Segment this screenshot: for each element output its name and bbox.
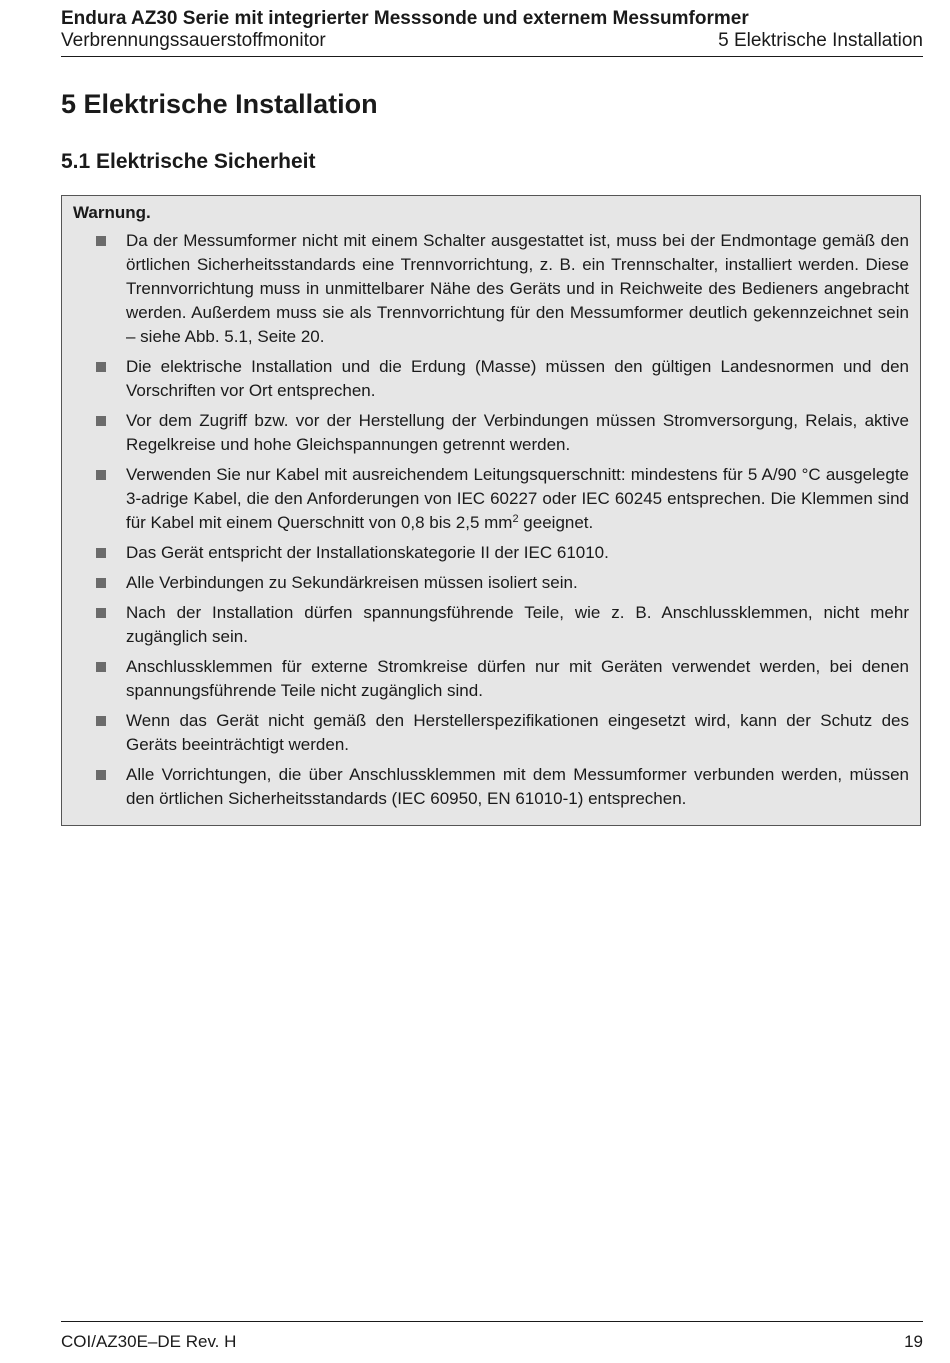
warning-item xyxy=(62,541,920,565)
square-bullet-icon xyxy=(96,608,106,618)
warning-item xyxy=(62,571,920,595)
warning-item xyxy=(62,355,920,403)
square-bullet-icon xyxy=(96,716,106,726)
document-id: COI/AZ30E–DE Rev. H xyxy=(61,1332,237,1351)
document-title: Endura AZ30 Serie mit integrierter Messsonde und externem Messumformer xyxy=(61,8,749,29)
section-heading: 5.1 Elektrische Sicherheit xyxy=(61,150,316,173)
running-section-title: 5 Elektrische Installation xyxy=(718,30,923,51)
square-bullet-icon xyxy=(96,362,106,372)
warning-item-text: Das Gerät entspricht der Installationskategorie II der IEC 61010. xyxy=(126,543,609,562)
warning-item-text: Da der Messumformer nicht mit einem Schalter ausgestattet ist, muss bei der Endmontage gemäß den örtlichen Sicherheitsstandards eine Trennvorrichtung, z. B. ein Trennschalter, installiert werden. Diese Trennvorrichtung muss in unmittelbarer Nähe des Geräts und in Reichweite des Bedieners angebracht werden. Außerdem muss sie als Trennvorrichtung für den Messumformer deutlich gekennzeichnet sein – siehe Abb. 5.1, Seite 20. xyxy=(126,231,909,346)
warning-item-text: Vor dem Zugriff bzw. vor der Herstellung der Verbindungen müssen Stromversorgung, Relais, aktive Regelkreise und hohe Gleichspannungen getrennt werden. xyxy=(126,411,909,454)
superscript-2: 2 xyxy=(512,513,519,525)
square-bullet-icon xyxy=(96,416,106,426)
square-bullet-icon xyxy=(96,236,106,246)
warning-box xyxy=(61,195,921,826)
warning-item-text: Nach der Installation dürfen spannungsführende Teile, wie z. B. Anschlussklemmen, nicht mehr zugänglich sein. xyxy=(126,603,909,646)
warning-list xyxy=(62,229,920,817)
square-bullet-icon xyxy=(96,662,106,672)
warning-item xyxy=(62,763,920,811)
warning-item-text-suffix: geeignet. xyxy=(518,513,594,532)
warning-item-text: Die elektrische Installation und die Erdung (Masse) müssen den gültigen Landesnormen und den Vorschriften vor Ort entsprechen. xyxy=(126,357,909,400)
document-subtitle: Verbrennungssauerstoffmonitor xyxy=(61,30,326,51)
page-footer xyxy=(61,1321,923,1362)
warning-item-text: Anschlussklemmen für externe Stromkreise dürfen nur mit Geräten verwendet werden, bei denen spannungsführende Teile nicht zugänglich sind. xyxy=(126,657,909,700)
square-bullet-icon xyxy=(96,770,106,780)
warning-item xyxy=(62,463,920,535)
warning-item xyxy=(62,601,920,649)
warning-title: Warnung. xyxy=(73,203,151,222)
chapter-heading: 5 Elektrische Installation xyxy=(61,89,378,119)
warning-item-text: Alle Verbindungen zu Sekundärkreisen müssen isoliert sein. xyxy=(126,573,578,592)
warning-item xyxy=(62,709,920,757)
page-number: 19 xyxy=(904,1332,923,1351)
warning-item xyxy=(62,229,920,349)
warning-item-text: Verwenden Sie nur Kabel mit ausreichendem Leitungsquerschnitt: mindestens für 5 A/90 °C ausgelegte 3-adrige Kabel, die den Anforderungen von IEC 60227 oder IEC 60245 entsprechen. Die Klemmen sind für Kabel mit einem Querschnitt von 0,8 bis 2,5 mm xyxy=(126,465,909,532)
warning-item xyxy=(62,655,920,703)
warning-item-text: Alle Vorrichtungen, die über Anschlussklemmen mit dem Messumformer verbunden werden, müssen den örtlichen Sicherheitsstandards (IEC 60950, EN 61010-1) entsprechen. xyxy=(126,765,909,808)
warning-item-text: Wenn das Gerät nicht gemäß den Herstellerspezifikationen eingesetzt wird, kann der Schutz des Geräts beeinträchtigt werden. xyxy=(126,711,909,754)
warning-item xyxy=(62,409,920,457)
page-header xyxy=(61,6,923,57)
square-bullet-icon xyxy=(96,470,106,480)
square-bullet-icon xyxy=(96,578,106,588)
square-bullet-icon xyxy=(96,548,106,558)
